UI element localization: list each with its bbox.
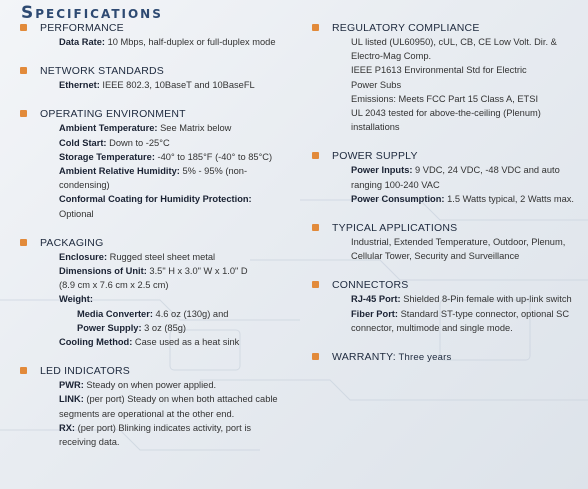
spec-line	[59, 378, 293, 392]
spec-value: Industrial, Extended Temperature, Outdoor, Plenum,	[351, 237, 566, 248]
spec-value: Shielded 8-Pin female with up-link switch	[400, 294, 572, 305]
spec-label: RX:	[59, 422, 76, 433]
spec-value: Power Subs	[351, 79, 402, 90]
spec-value: segments are operational at the other end.	[59, 408, 235, 419]
spec-line	[351, 249, 582, 263]
spec-line	[351, 63, 582, 77]
section-heading-label: PERFORMANCE	[40, 22, 124, 34]
spec-value: 10 Mbps, half-duplex or full-duplex mode	[104, 37, 276, 47]
bullet-icon	[20, 110, 27, 117]
spec-value: (per port) Blinking indicates activity, port is	[75, 422, 252, 433]
section-heading-value: Three years	[395, 352, 452, 364]
spec-line	[59, 178, 293, 192]
spec-value: Down to -25°C	[106, 137, 170, 148]
spec-line	[59, 78, 293, 92]
section-operating-environment	[18, 107, 293, 220]
right-column	[310, 21, 582, 380]
spec-line	[59, 435, 293, 449]
section-heading-label: POWER SUPPLY	[332, 150, 418, 163]
spec-label: Power Inputs:	[351, 165, 413, 176]
spec-value: See Matrix below	[157, 123, 232, 134]
spec-label: Media Converter:	[77, 308, 153, 319]
spec-value: 4.6 oz (130g) and	[152, 308, 229, 319]
spec-line	[59, 250, 293, 264]
spec-value: IEEE 802.3, 10BaseT and 10BaseFL	[99, 80, 255, 91]
spec-value: Emissions: Meets FCC Part 15 Class A, ETSI	[351, 93, 539, 104]
spec-value: Standard ST-type connector, optional SC	[398, 308, 570, 319]
spec-line	[59, 164, 293, 178]
spec-value: installations	[351, 122, 400, 133]
section-heading	[40, 364, 293, 378]
spec-value: 5% - 95% (non-	[179, 166, 248, 177]
spec-line	[351, 163, 582, 177]
spec-value: (per port) Steady on when both attached cable	[83, 394, 278, 405]
spec-label: Ethernet:	[59, 80, 100, 91]
spec-label: PWR:	[59, 380, 84, 391]
spec-line	[59, 264, 293, 278]
section-heading	[332, 278, 582, 292]
section-heading-label: TYPICAL APPLICATIONS	[332, 222, 458, 235]
bullet-icon	[20, 67, 27, 74]
spec-value: IEEE P1613 Environmental Std for Electric	[351, 65, 527, 76]
spec-line	[351, 292, 582, 306]
spec-line	[59, 136, 293, 150]
section-regulatory-compliance	[310, 21, 582, 134]
spec-label: Enclosure:	[59, 251, 108, 262]
spec-line	[351, 307, 582, 321]
section-heading-label: NETWORK STANDARDS	[40, 65, 164, 78]
spec-value: -40° to 185°F (-40° to 85°C)	[154, 151, 273, 162]
spec-line	[59, 292, 293, 306]
section-heading-label: REGULATORY COMPLIANCE	[332, 22, 480, 34]
section-heading-label: PACKAGING	[40, 236, 104, 249]
spec-value: ranging 100-240 VAC	[351, 179, 440, 190]
spec-label: Fiber Port:	[351, 308, 399, 319]
spec-line	[351, 35, 582, 49]
spec-line	[351, 78, 582, 92]
spec-line	[59, 150, 293, 164]
section-led-indicators	[18, 364, 293, 449]
bullet-icon	[312, 281, 319, 288]
spec-label: Power Supply:	[77, 322, 142, 333]
section-heading	[40, 107, 293, 121]
spec-label: Power Consumption:	[351, 193, 445, 204]
spec-line	[351, 92, 582, 106]
left-column	[18, 21, 293, 464]
spec-label: Ambient Temperature:	[59, 123, 158, 134]
section-heading-label: LED INDICATORS	[40, 365, 130, 378]
section-heading	[40, 21, 293, 35]
spec-line	[351, 321, 582, 335]
section-heading	[332, 350, 582, 365]
section-typical-applications	[310, 221, 582, 263]
bullet-icon	[312, 224, 319, 231]
spec-value: Cellular Tower, Security and Surveillance	[351, 251, 520, 262]
section-heading-label: WARRANTY:	[332, 351, 396, 364]
spec-value: UL 2043 tested for above-the-ceiling (Plenum)	[351, 108, 541, 119]
section-connectors	[310, 278, 582, 335]
spec-line	[59, 407, 293, 421]
bullet-icon	[312, 353, 319, 360]
spec-label: RJ-45 Port:	[351, 294, 401, 305]
spec-value: Electro-Mag Comp.	[351, 51, 432, 62]
spec-line	[351, 106, 582, 120]
spec-line	[351, 192, 582, 206]
spec-value: 9 VDC, 24 VDC, -48 VDC and auto	[412, 165, 560, 176]
spec-value: Steady on when power applied.	[83, 380, 217, 391]
section-heading-label: CONNECTORS	[332, 279, 409, 292]
spec-label: Ambient Relative Humidity:	[59, 166, 180, 177]
section-heading	[332, 149, 582, 163]
section-heading	[332, 221, 582, 235]
spec-label: Data Rate:	[59, 37, 105, 47]
spec-value: condensing)	[59, 180, 110, 191]
spec-value: (8.9 cm x 7.6 cm x 2.5 cm)	[59, 280, 169, 291]
section-performance	[18, 21, 293, 49]
bullet-icon	[312, 24, 319, 31]
spec-line	[351, 235, 582, 249]
spec-label: Dimensions of Unit:	[59, 266, 147, 277]
spec-label: Conformal Coating for Humidity Protection:	[59, 194, 252, 205]
spec-value: Optional	[59, 208, 94, 219]
spec-line	[59, 35, 293, 49]
section-network-standards	[18, 64, 293, 92]
spec-label: Weight:	[59, 294, 93, 305]
spec-line	[59, 335, 293, 349]
spec-line	[351, 120, 582, 134]
page-title: Specifications	[21, 3, 163, 23]
spec-value: Case used as a heat sink	[132, 337, 240, 348]
section-warranty	[310, 350, 582, 365]
section-heading	[40, 236, 293, 250]
spec-line	[59, 392, 293, 406]
spec-value: Rugged steel sheet metal	[107, 251, 216, 262]
spec-value: receiving data.	[59, 437, 120, 448]
bullet-icon	[20, 367, 27, 374]
spec-line	[351, 178, 582, 192]
spec-label: LINK:	[59, 394, 84, 405]
spec-line	[59, 278, 293, 292]
spec-line	[59, 421, 293, 435]
spec-line	[351, 49, 582, 63]
spec-label: Cooling Method:	[59, 337, 133, 348]
bullet-icon	[20, 239, 27, 246]
spec-label: Cold Start:	[59, 137, 107, 148]
section-heading-label: OPERATING ENVIRONMENT	[40, 108, 186, 121]
spec-line	[59, 192, 293, 206]
section-packaging	[18, 236, 293, 349]
spec-value: UL listed (UL60950), cUL, CB, CE Low Volt. Dir. &	[351, 37, 557, 47]
spec-line	[77, 321, 293, 335]
spec-line	[77, 307, 293, 321]
section-heading	[332, 21, 582, 35]
spec-value: 3.5" H x 3.0" W x 1.0" D	[146, 266, 248, 277]
spec-value: 1.5 Watts typical, 2 Watts max.	[444, 193, 574, 204]
bullet-icon	[20, 24, 27, 31]
bullet-icon	[312, 152, 319, 159]
spec-label: Storage Temperature:	[59, 151, 155, 162]
section-power-supply	[310, 149, 582, 206]
section-heading	[40, 64, 293, 78]
spec-line	[59, 207, 293, 221]
spec-value: 3 oz (85g)	[141, 322, 187, 333]
spec-line	[59, 121, 293, 135]
spec-value: connector, multimode and single mode.	[351, 322, 513, 333]
